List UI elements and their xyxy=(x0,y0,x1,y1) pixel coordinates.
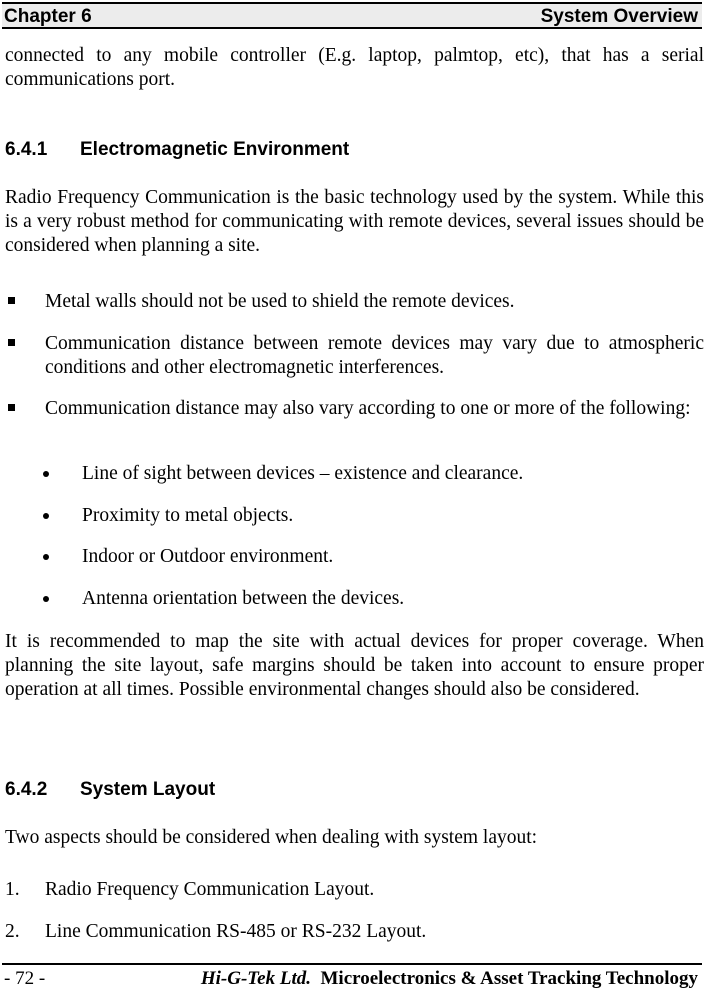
footer-company xyxy=(201,968,698,990)
chapter-title: System Overview xyxy=(540,6,698,27)
round-bullet-icon xyxy=(43,513,49,519)
item-number: 2. xyxy=(5,921,20,942)
page-footer xyxy=(2,963,702,990)
round-bullet-icon xyxy=(43,554,49,560)
bullet-text: Communication distance may also vary according to one or more of the following: xyxy=(45,398,691,419)
page-header xyxy=(2,2,702,29)
section-title: System Layout xyxy=(80,779,216,800)
square-bullet-icon xyxy=(8,339,15,346)
item-number: 1. xyxy=(5,879,20,900)
round-bullet-icon xyxy=(43,596,49,602)
page-number: - 72 - xyxy=(4,968,46,989)
sub-bullet-text: Antenna orientation between the devices. xyxy=(82,588,405,609)
section-title: Electromagnetic Environment xyxy=(80,139,350,160)
intro-paragraph: connected to any mobile controller (E.g. laptop, palmtop, etc), that has a serial communications port. xyxy=(5,45,704,90)
sub-bullet-item xyxy=(43,462,703,486)
item-text: Line Communication RS-485 or RS-232 Layout. xyxy=(45,921,427,942)
bullet-item xyxy=(5,290,704,314)
chapter-label: Chapter 6 xyxy=(4,6,92,27)
sub-bullet-item xyxy=(43,545,703,569)
sub-bullet-item xyxy=(43,504,703,528)
square-bullet-icon xyxy=(8,404,15,411)
closing-paragraph: It is recommended to map the site with actual devices for proper coverage. When planning the site layout, safe margins should be taken into account to ensure proper operation at all times. Possible environmental changes should also be considered. xyxy=(5,631,704,700)
bullet-text: Communication distance between remote devices may vary due to atmospheric conditions and other electromagnetic interferences. xyxy=(45,333,704,378)
company-name: Hi-G-Tek Ltd. xyxy=(200,968,311,989)
section-number: 6.4.1 xyxy=(5,139,48,160)
bullet-item xyxy=(5,332,704,380)
item-text: Radio Frequency Communication Layout. xyxy=(45,879,375,900)
section-heading-6-4-1 xyxy=(5,138,349,162)
section2-paragraph: Two aspects should be considered when dealing with system layout: xyxy=(5,827,538,848)
section-number: 6.4.2 xyxy=(5,779,48,800)
sub-bullet-text: Indoor or Outdoor environment. xyxy=(82,546,334,567)
sub-bullet-item xyxy=(43,587,703,611)
numbered-item xyxy=(5,878,704,902)
section-heading-6-4-2 xyxy=(5,778,215,802)
sub-bullet-text: Line of sight between devices – existence and clearance. xyxy=(82,463,524,484)
round-bullet-icon xyxy=(43,471,49,477)
sub-bullet-text: Proximity to metal objects. xyxy=(82,505,294,526)
bullet-text: Metal walls should not be used to shield the remote devices. xyxy=(45,291,515,312)
square-bullet-icon xyxy=(8,297,15,304)
section1-paragraph: Radio Frequency Communication is the basic technology used by the system. While this is a very robust method for communicating with remote devices, several issues should be considered when planning a site. xyxy=(5,187,704,256)
company-tagline: Microelectronics & Asset Tracking Technology xyxy=(320,968,698,989)
numbered-item xyxy=(5,920,704,944)
bullet-item xyxy=(5,397,704,421)
